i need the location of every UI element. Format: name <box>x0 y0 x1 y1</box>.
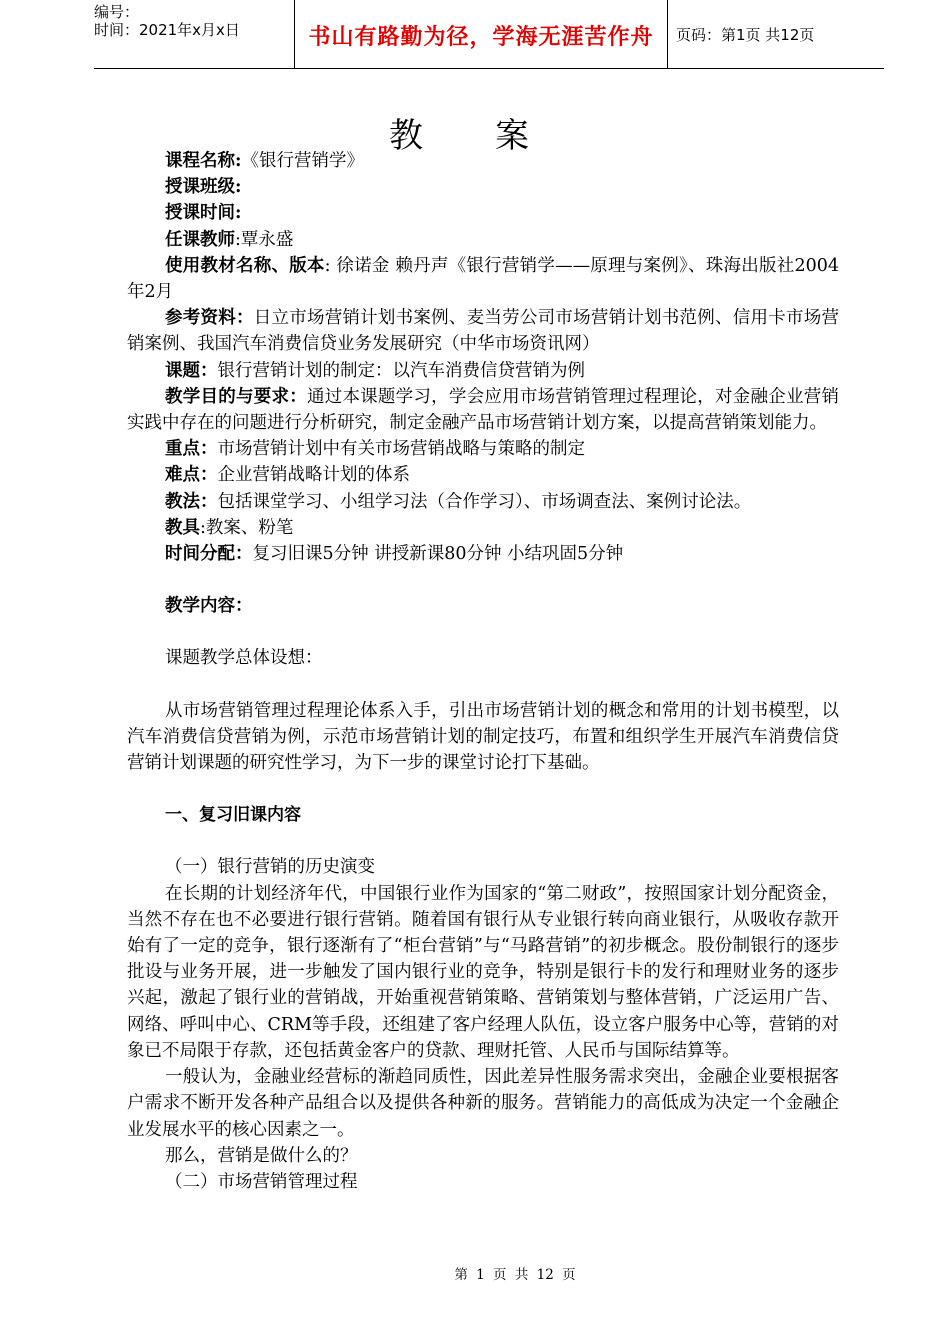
field-teacher: 任课教师:覃永盛 <box>165 229 294 250</box>
subsection-heading-2: （二）市场营销管理过程 <box>165 1171 358 1192</box>
page-footer: 第 1 页 共 12 页 <box>454 1267 576 1283</box>
field-references: 参考资料：日立市场营销计划书案例、麦当劳公司市场营销计划书范例、信用卡市场营销案例、我国汽车消费信贷业务发展研究（中华市场资讯网） <box>127 308 839 355</box>
motto-text: 书山有路勤为径，学海无涯苦作舟 <box>308 25 654 50</box>
field-key-point: 重点：市场营销计划中有关市场营销战略与策略的制定 <box>165 439 585 460</box>
page-header <box>94 0 884 69</box>
field-method: 教法：包括课堂学习、小组学习法（合作学习）、市场调查法、案例讨论法。 <box>165 491 752 512</box>
field-textbook: 使用教材名称、版本: 徐诺金 赖丹声《银行营销学——原理与案例》、珠海出版社2004年2月 <box>127 255 839 303</box>
paragraph-2: 一般认为，金融业经营标的渐趋同质性，因此差异性服务需求突出，金融企业要根据客户需求不断开发各种产品组合以及提供各种新的服务。营销能力的高低成为决定一个金融企业发展水平的核心因素之一。 <box>127 1067 839 1140</box>
paragraph-3: 那么，营销是做什么的？ <box>165 1145 358 1166</box>
field-tools: 教具:教案、粉笔 <box>165 517 294 538</box>
document-title: 教案 <box>389 116 601 156</box>
document-body <box>127 148 839 1195</box>
field-topic: 课题：银行营销计划的制定：以汽车消费信贷营销为例 <box>165 360 585 381</box>
subsection-heading-1: （一）银行营销的历史演变 <box>165 857 375 878</box>
page-number-label: 页码：第1页 共12页 <box>676 26 815 44</box>
field-goal: 教学目的与要求：通过本课题学习，学会应用市场营销管理过程理论，对金融企业营销实践中存在的问题进行分析研究，制定金融产品市场营销计划方案，以提高营销策划能力。 <box>127 386 840 434</box>
header-meta <box>94 0 294 71</box>
number-label: 编号： <box>94 3 140 21</box>
field-difficulty: 难点：企业营销战略计划的体系 <box>165 465 410 486</box>
overall-idea-heading: 课题教学总体设想： <box>165 648 323 669</box>
time-label: 时间：2021年x月x日 <box>94 21 240 39</box>
section-heading-1: 一、复习旧课内容 <box>165 805 301 826</box>
overall-idea-paragraph: 从市场营销管理过程理论体系入手，引出市场营销计划的概念和常用的计划书模型，以汽车消费信贷营销为例，示范市场营销计划的制定技巧，布置和组织学生开展汽车消费信贷营销计划课题的研究性学习，为下一步的课堂讨论打下基础。 <box>127 700 839 774</box>
paragraph-1: 在长期的计划经济年代，中国银行业作为国家的“第二财政”，按照国家计划分配资金，当然不存在也不必要进行银行营销。随着国有银行从专业银行转向商业银行，从吸收存款开始有了一定的竞争，银行逐渐有了“柜台营销”与“马路营销”的初步概念。股份制银行的逐步批设与业务开展，进一步触发了国内银行业的竞争，特别是银行卡的发行和理财业务的逐步兴起，激起了银行业的营销战，开始重视营销策略、营销策划与整体营销，广泛运用广告、网络、呼叫中心、CRM等手段，还组建了客户经理人队伍，设立客户服务中心等，营销的对象已不局限于存款，还包括黄金客户的贷款、理财托管、人民币与国际结算等。 <box>127 883 839 1061</box>
content-heading: 教学内容： <box>165 596 253 617</box>
field-course: 课程名称:《银行营销学》 <box>165 151 364 171</box>
field-class: 授课班级: <box>165 177 242 198</box>
field-time: 授课时间: <box>165 203 242 224</box>
field-time-allocation: 时间分配：复习旧课5分钟 讲授新课80分钟 小结巩固5分钟 <box>165 544 624 565</box>
header-motto-box <box>294 0 668 68</box>
